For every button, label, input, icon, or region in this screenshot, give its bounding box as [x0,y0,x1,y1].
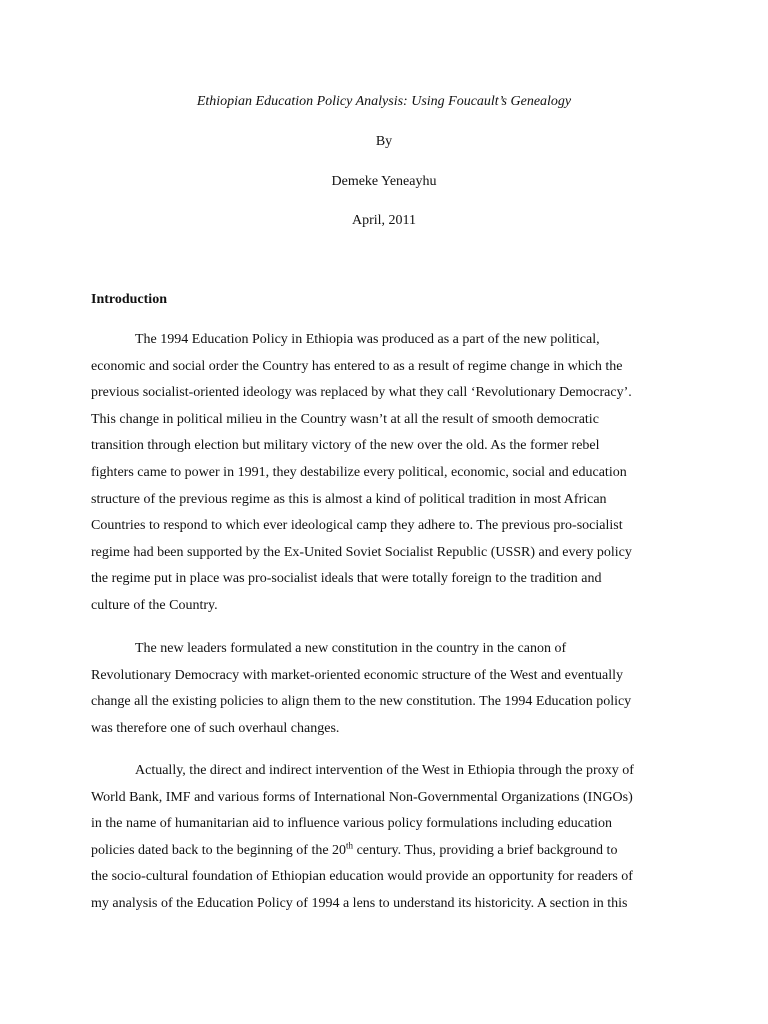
paragraph-line: transition through election but military victory of the new over the old. As the former rebel [91,438,600,454]
paragraph-line: The 1994 Education Policy in Ethiopia was produced as a part of the new political, [135,332,600,347]
paragraph-line: regime had been supported by the Ex-United Soviet Socialist Republic (USSR) and every policy [91,544,632,560]
section-heading: Introduction [91,292,167,307]
document-title: Ethiopian Education Policy Analysis: Using Foucault’s Genealogy [196,94,572,109]
line-text-before: policies dated back to the beginning of the 20 [91,842,347,858]
paragraph-line-with-superscript [91,838,681,865]
paragraph-line: Actually, the direct and indirect intervention of the West in Ethiopia through the proxy of [135,763,634,778]
line-text-after: century. Thus, providing a brief background to [353,842,618,858]
publication-date: April, 2011 [351,213,417,228]
paragraph-line: the socio-cultural foundation of Ethiopian education would provide an opportunity for readers of [91,869,633,885]
paragraph-line: change all the existing policies to align them to the new constitution. The 1994 Education policy [91,694,632,710]
paragraph-line: economic and social order the Country has entered to as a result of regime change in which the [91,358,623,374]
paragraph-1 [91,327,681,620]
paragraph-line: previous socialist-oriented ideology was replaced by what they call ‘Revolutionary Democracy’. [91,385,632,401]
paragraph-line: The new leaders formulated a new constitution in the country in the canon of [135,641,567,656]
paragraph-line: World Bank, IMF and various forms of International Non-Governmental Organizations (INGOs) [91,789,633,805]
paragraph-line: structure of the previous regime as this is almost a kind of political tradition in most African [91,491,607,507]
paragraph-line: Revolutionary Democracy with market-oriented economic structure of the West and eventually [91,667,623,683]
byline-label: By [375,134,393,149]
paragraph-line: Countries to respond to which ever ideological camp they adhere to. The previous pro-socialist [91,518,623,534]
paragraph-line: culture of the Country. [91,597,218,613]
ordinal-superscript: th [346,840,354,851]
paragraph-line: my analysis of the Education Policy of 1994 a lens to understand its historicity. A section in this [91,895,628,911]
paragraph-line: fighters came to power in 1991, they destabilize every political, economic, social and education [91,464,627,480]
author-name: Demeke Yeneayhu [331,174,437,189]
paragraph-line: in the name of humanitarian aid to influence various policy formulations including education [91,816,612,832]
paragraph-3 [91,758,681,918]
paragraph-line: This change in political milieu in the Country wasn’t at all the result of smooth democratic [91,411,599,427]
paragraph-line: the regime put in place was pro-socialist ideals that were totally foreign to the tradition and [91,571,602,587]
paragraph-2 [91,636,681,742]
paragraph-line: was therefore one of such overhaul changes. [91,720,340,736]
